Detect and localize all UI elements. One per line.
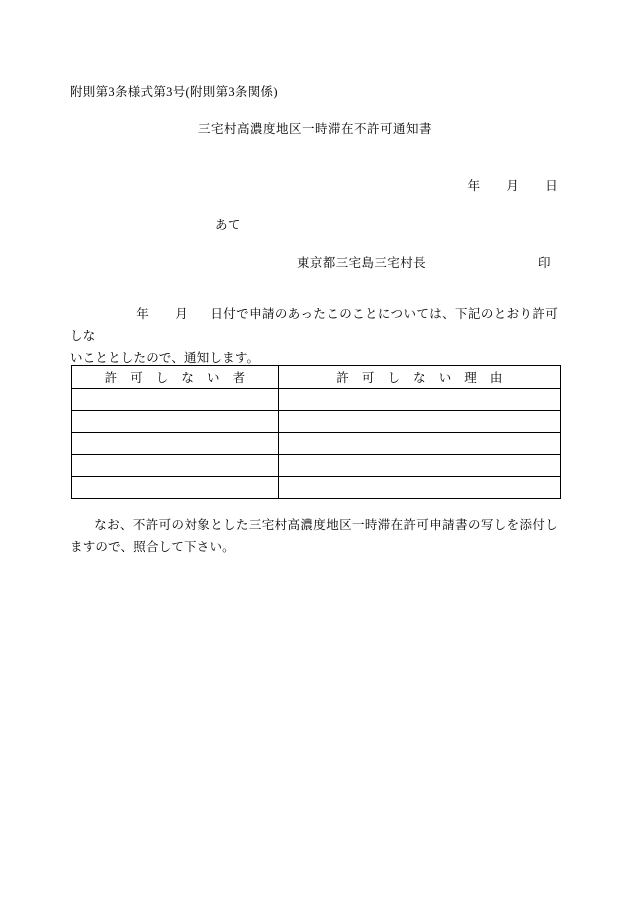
cell-reason[interactable]	[279, 455, 561, 477]
cell-subject[interactable]	[72, 389, 279, 411]
date-month-label: 月	[506, 179, 520, 193]
cell-reason[interactable]	[279, 411, 561, 433]
document-title: 三宅村高濃度地区一時滞在不許可通知書	[197, 122, 432, 136]
table-row	[72, 455, 561, 477]
table-row	[72, 389, 561, 411]
form-number: 附則第3条様式第3号(附則第3条関係)	[70, 85, 278, 99]
seal-label: 印	[538, 256, 551, 270]
footer-note	[70, 514, 558, 558]
cell-subject[interactable]	[72, 455, 279, 477]
cell-subject[interactable]	[72, 411, 279, 433]
date-year-label: 年	[467, 179, 481, 193]
cell-reason[interactable]	[279, 433, 561, 455]
column-header-subject: 許 可 し な い 者	[72, 366, 279, 389]
body-year-label: 年	[136, 307, 150, 321]
body-month-label: 月	[175, 307, 189, 321]
date-day-label: 日	[545, 179, 558, 193]
cell-subject[interactable]	[72, 433, 279, 455]
body-paragraph	[70, 303, 558, 369]
column-header-reason: 許 可 し な い 理 由	[279, 366, 561, 389]
footer-note-text: なお、不許可の対象とした三宅村高濃度地区一時滞在許可申請書の写しを添付しますので、照合して下さい。	[70, 518, 558, 554]
cell-reason[interactable]	[279, 389, 561, 411]
body-text-line2: いこととしたので、通知します。	[70, 351, 260, 365]
addressee-label: あて	[215, 218, 241, 232]
permission-table	[71, 365, 561, 499]
table-row	[72, 433, 561, 455]
issuer-row	[0, 253, 630, 271]
cell-reason[interactable]	[279, 477, 561, 499]
table-row	[72, 411, 561, 433]
cell-subject[interactable]	[72, 477, 279, 499]
issuer-name: 東京都三宅島三宅村長	[297, 256, 427, 270]
table-row	[72, 477, 561, 499]
table-header-row	[72, 366, 561, 389]
body-text-line1: 日付で申請のあったこのことについては、下記のとおり許可しな	[70, 307, 558, 343]
